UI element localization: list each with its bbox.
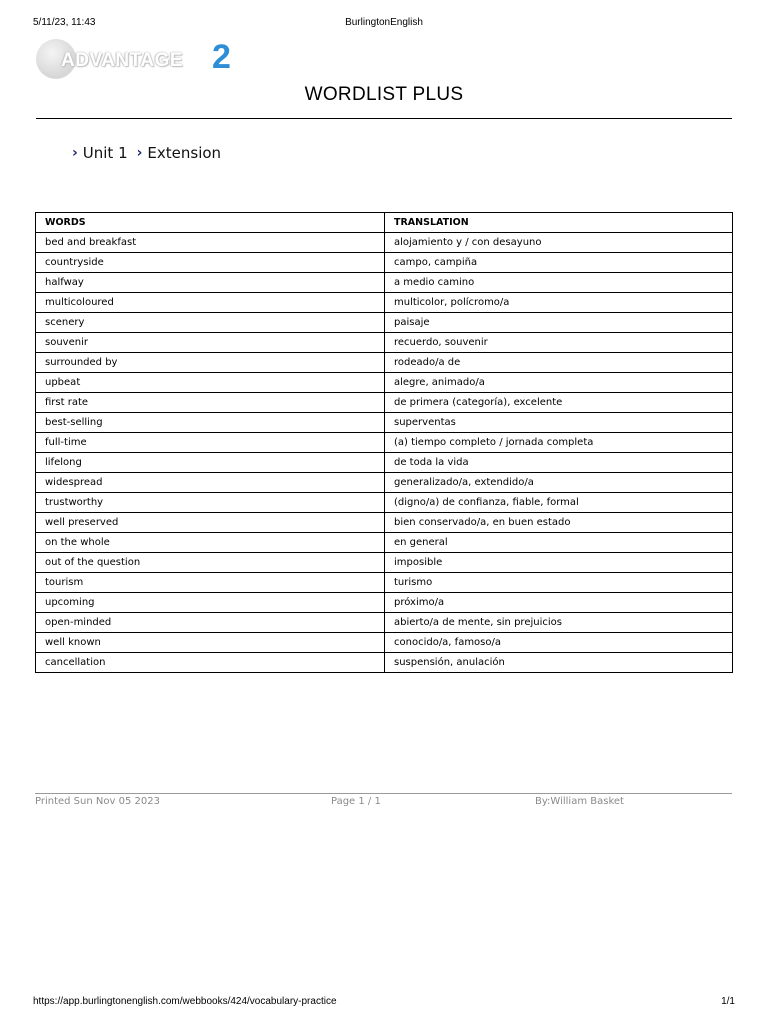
- translation-cell: a medio camino: [385, 273, 733, 293]
- table-row: [36, 553, 733, 573]
- table-row: [36, 333, 733, 353]
- word-cell: well known: [36, 633, 385, 653]
- translation-cell: (a) tiempo completo / jornada completa: [385, 433, 733, 453]
- logo-number: 2: [212, 38, 231, 76]
- translation-cell: alojamiento y / con desayuno: [385, 233, 733, 253]
- logo-text: ADVANTAGE: [61, 50, 184, 71]
- table-row: [36, 353, 733, 373]
- table-row: [36, 613, 733, 633]
- word-cell: out of the question: [36, 553, 385, 573]
- table-row: [36, 473, 733, 493]
- translation-cell: próximo/a: [385, 593, 733, 613]
- word-cell: upcoming: [36, 593, 385, 613]
- breadcrumb-unit-label: Unit 1: [82, 144, 128, 162]
- footer-divider: [35, 793, 732, 794]
- print-site-title: BurlingtonEnglish: [345, 17, 423, 28]
- column-header-words: WORDS: [36, 213, 385, 233]
- translation-cell: suspensión, anulación: [385, 653, 733, 673]
- breadcrumb-section[interactable]: [137, 144, 221, 162]
- table-row: [36, 293, 733, 313]
- word-cell: widespread: [36, 473, 385, 493]
- translation-cell: superventas: [385, 413, 733, 433]
- print-url: https://app.burlingtonenglish.com/webbooks/424/vocabulary-practice: [33, 996, 337, 1007]
- translation-cell: abierto/a de mente, sin prejuicios: [385, 613, 733, 633]
- printed-date: Printed Sun Nov 05 2023: [35, 796, 160, 807]
- translation-cell: paisaje: [385, 313, 733, 333]
- chevron-right-icon: ›: [72, 145, 78, 161]
- table-row: [36, 273, 733, 293]
- translation-cell: bien conservado/a, en buen estado: [385, 513, 733, 533]
- word-cell: scenery: [36, 313, 385, 333]
- word-cell: lifelong: [36, 453, 385, 473]
- word-cell: multicoloured: [36, 293, 385, 313]
- page-title: WORDLIST PLUS: [304, 84, 464, 105]
- word-cell: well preserved: [36, 513, 385, 533]
- table-header-row: [36, 213, 733, 233]
- column-header-translation: TRANSLATION: [385, 213, 733, 233]
- translation-cell: generalizado/a, extendido/a: [385, 473, 733, 493]
- table-row: [36, 633, 733, 653]
- table-row: [36, 413, 733, 433]
- print-datetime: 5/11/23, 11:43: [33, 17, 96, 28]
- print-footer: [33, 996, 735, 1010]
- translation-cell: turismo: [385, 573, 733, 593]
- translation-cell: rodeado/a de: [385, 353, 733, 373]
- wordlist-table: [35, 212, 733, 673]
- breadcrumb: [72, 144, 230, 162]
- word-cell: halfway: [36, 273, 385, 293]
- translation-cell: de primera (categoría), excelente: [385, 393, 733, 413]
- table-row: [36, 393, 733, 413]
- translation-cell: imposible: [385, 553, 733, 573]
- word-cell: countryside: [36, 253, 385, 273]
- word-cell: souvenir: [36, 333, 385, 353]
- print-header: [33, 17, 735, 31]
- document-footer: [35, 796, 732, 810]
- translation-cell: (digno/a) de confianza, fiable, formal: [385, 493, 733, 513]
- word-cell: full-time: [36, 433, 385, 453]
- page-indicator: Page 1 / 1: [331, 796, 381, 807]
- table-row: [36, 313, 733, 333]
- translation-cell: en general: [385, 533, 733, 553]
- breadcrumb-section-label: Extension: [147, 144, 222, 162]
- translation-cell: multicolor, polícromo/a: [385, 293, 733, 313]
- table-row: [36, 513, 733, 533]
- table-row: [36, 253, 733, 273]
- table-row: [36, 493, 733, 513]
- table-row: [36, 573, 733, 593]
- table-row: [36, 433, 733, 453]
- translation-cell: recuerdo, souvenir: [385, 333, 733, 353]
- table-row: [36, 533, 733, 553]
- translation-cell: alegre, animado/a: [385, 373, 733, 393]
- word-cell: trustworthy: [36, 493, 385, 513]
- table-row: [36, 233, 733, 253]
- word-cell: tourism: [36, 573, 385, 593]
- table-row: [36, 453, 733, 473]
- translation-cell: de toda la vida: [385, 453, 733, 473]
- word-cell: upbeat: [36, 373, 385, 393]
- breadcrumb-unit[interactable]: [72, 144, 128, 162]
- word-cell: first rate: [36, 393, 385, 413]
- table-row: [36, 593, 733, 613]
- chevron-right-icon: ›: [136, 145, 143, 161]
- table-row: [36, 373, 733, 393]
- word-cell: surrounded by: [36, 353, 385, 373]
- print-page-count: 1/1: [721, 996, 735, 1007]
- translation-cell: campo, campiña: [385, 253, 733, 273]
- advantage-logo: [36, 37, 246, 83]
- word-cell: on the whole: [36, 533, 385, 553]
- translation-cell: conocido/a, famoso/a: [385, 633, 733, 653]
- word-cell: bed and breakfast: [36, 233, 385, 253]
- author-name: By:William Basket: [535, 796, 624, 807]
- table-row: [36, 653, 733, 673]
- word-cell: open-minded: [36, 613, 385, 633]
- title-divider: [36, 118, 732, 119]
- word-cell: cancellation: [36, 653, 385, 673]
- word-cell: best-selling: [36, 413, 385, 433]
